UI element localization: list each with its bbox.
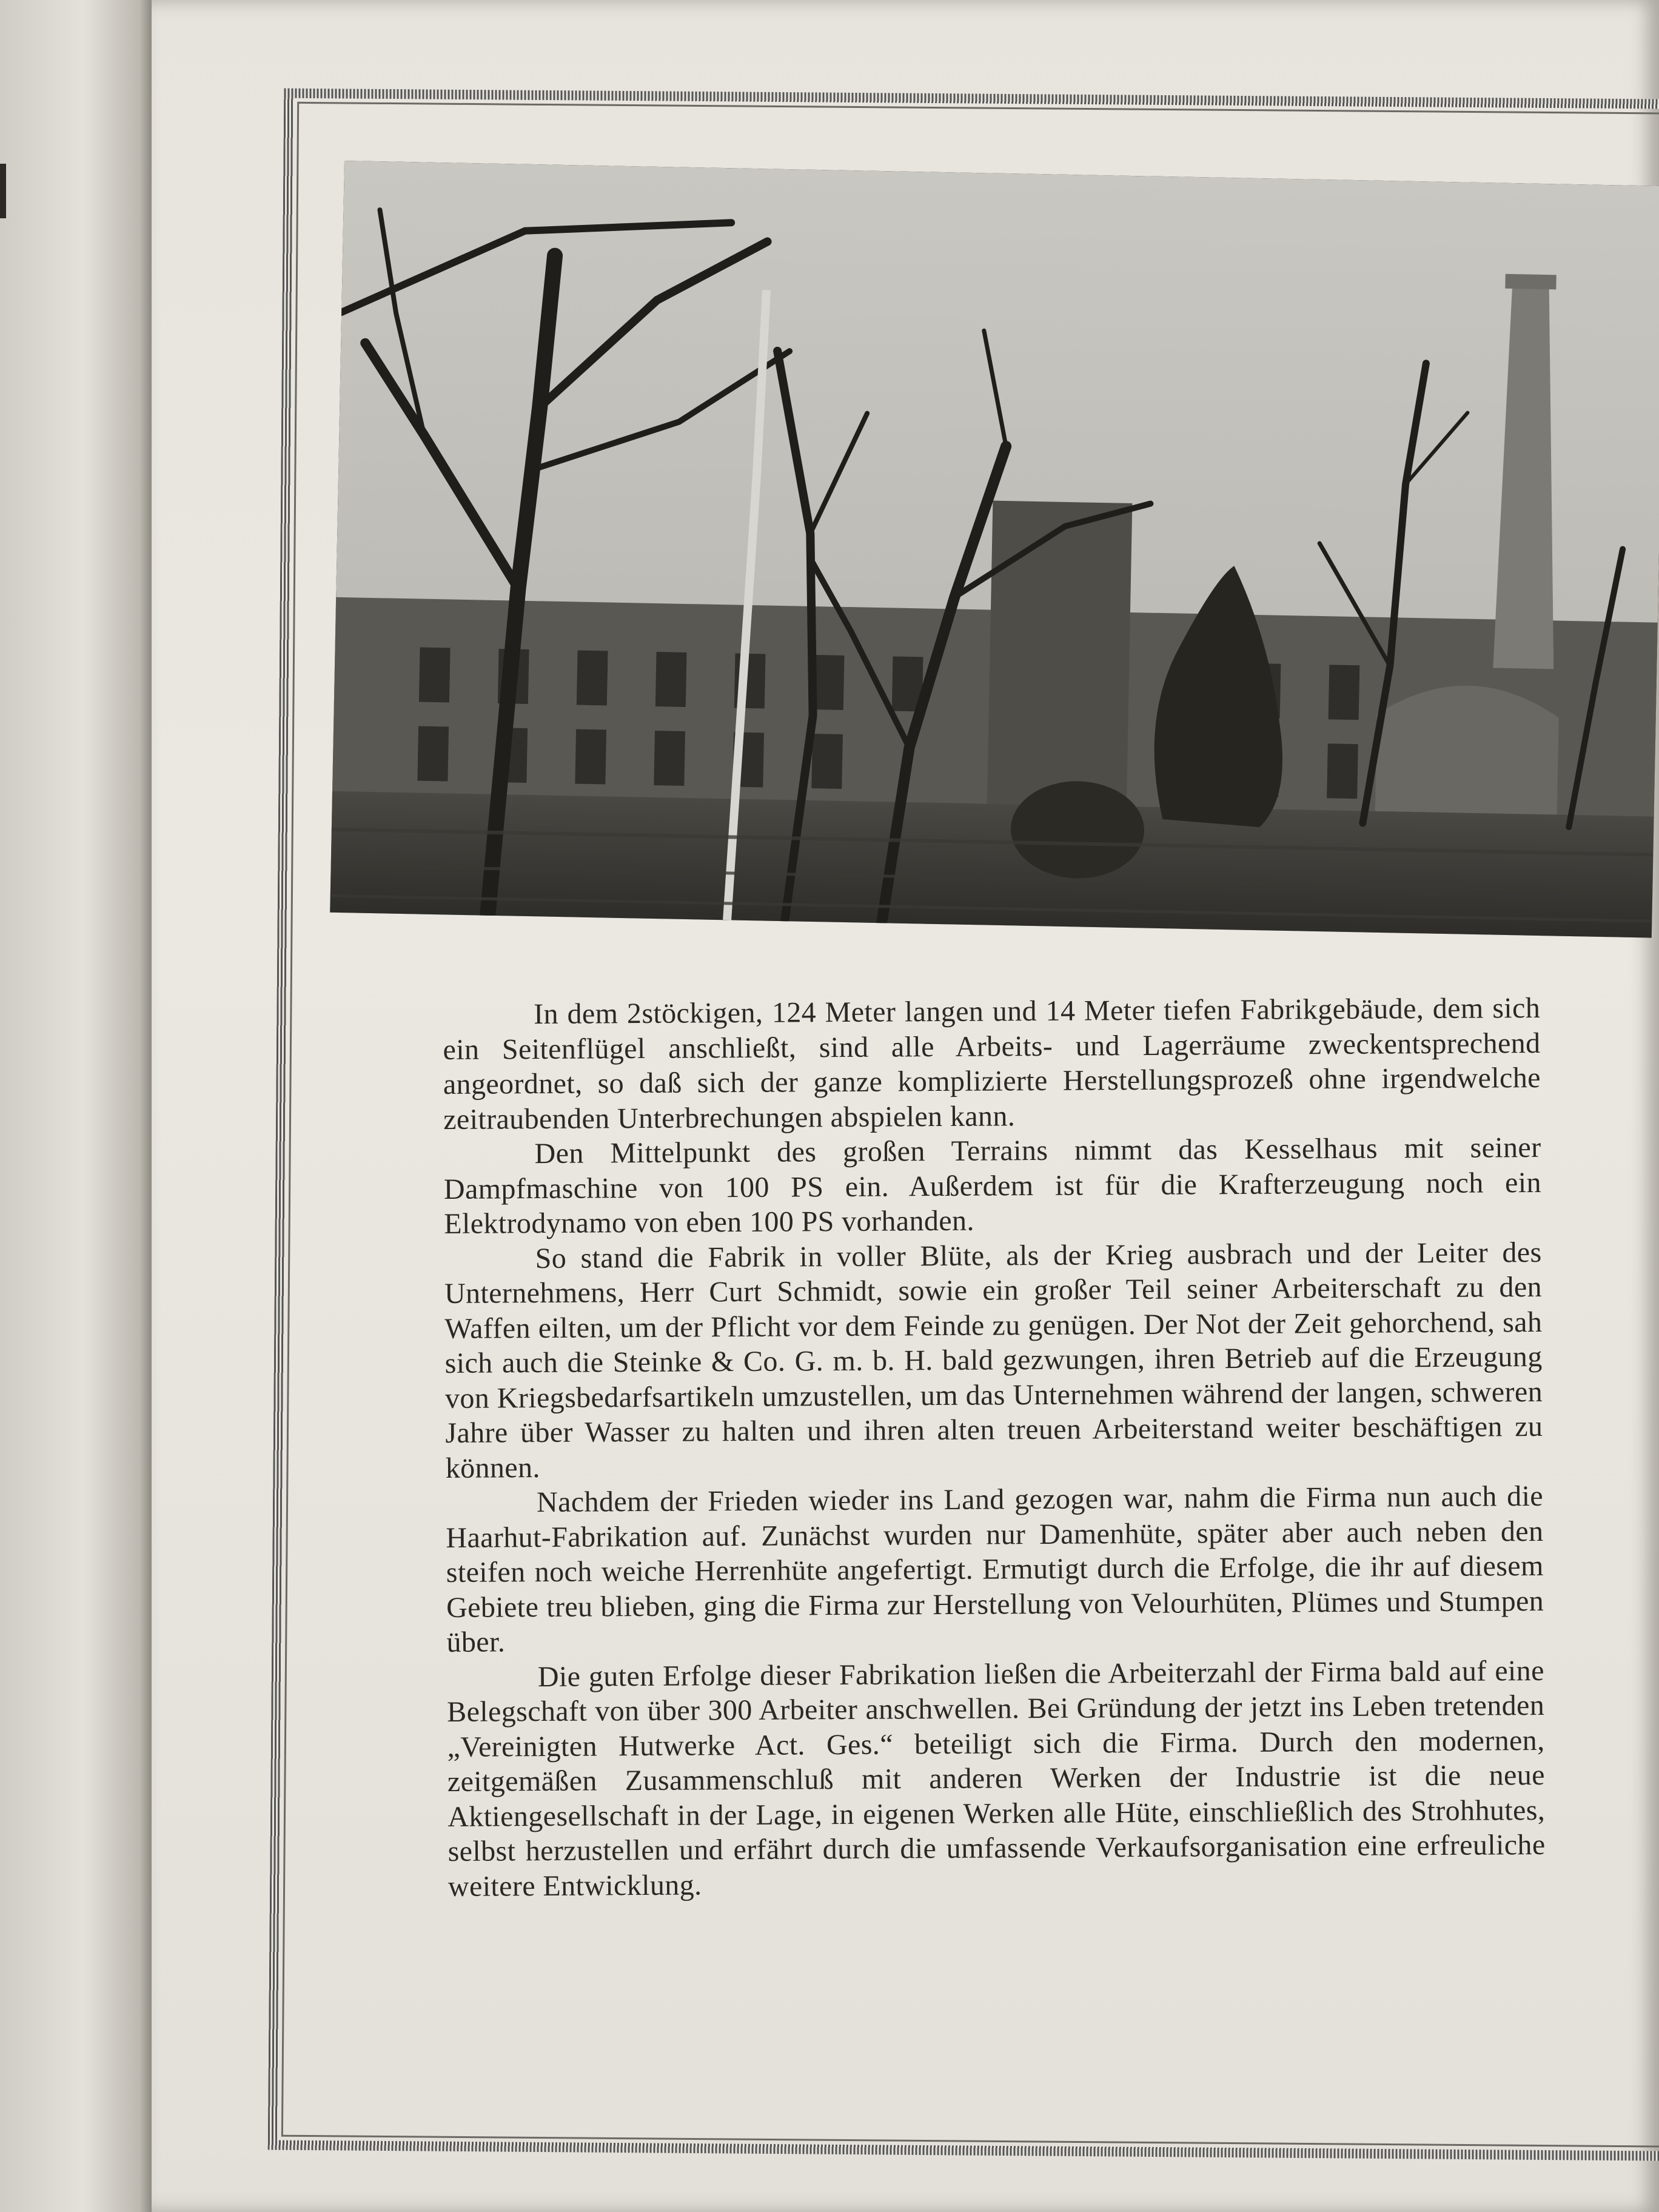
paragraph-5: Die guten Erfolge dieser Fabrikation ließen die Arbeiterzahl der Firma bald auf eine Belegschaft von über 300 Arbeiter anschwellen. Bei Gründung der jetzt ins Leben tretenden „Vereinigten Hutwerke Act. Ges.“ beteiligt sich die Firma. Durch den modernen, zeitgemäßen Zusammenschluß mit anderen Werken der Industrie ist die neue Aktiengesellschaft in der Lage, in eigenen Werken alle Hüte, einschließlich des Strohhutes, selbst herzustellen und erfährt durch die umfassende Verkaufsorganisation eine erfreuliche weitere Entwicklung. <box>447 1654 1546 1903</box>
paragraph-1: In dem 2stöckigen, 124 Meter langen und 14 Meter tiefen Fabrikgebäude, dem sich ein Seitenflügel anschließt, sind alle Arbeits- und Lagerräume zweckentsprechend angeordnet, so daß sich der ganze komplizierte Herstellungsprozeß ohne irgendwelche zeitraubenden Unterbrechungen abspielen kann. <box>443 991 1541 1136</box>
body-text <box>443 991 1546 1904</box>
paragraph-2: Den Mittelpunkt des großen Terrains nimmt das Kesselhaus mit seiner Dampfmaschine von 100 PS ein. Außerdem ist für die Krafterzeugung noch ein Elektrodynamo von eben 100 PS vorhanden. <box>443 1131 1542 1240</box>
paragraph-3: So stand die Fabrik in voller Blüte, als der Krieg ausbrach und der Leiter des Unternehmens, Herr Curt Schmidt, sowie ein großer Teil seiner Arbeiterschaft zu den Waffen eilten, um der Pflicht vor dem Feinde zu genügen. Der Not der Zeit gehorchend, sah sich auch die Steinke & Co. G. m. b. H. bald gezwungen, ihren Betrieb auf die Erzeugung von Kriegsbedarfsartikeln umzustellen, um das Unternehmen während der langen, schweren Jahre über Wasser zu halten und ihren alten treuen Arbeiterstand weiter beschäftigen zu können. <box>444 1236 1543 1484</box>
factory-photo-image <box>330 161 1659 938</box>
paragraph-4: Nachdem der Frieden wieder ins Land gezogen war, nahm die Firma nun auch die Haarhut-Fabrikation auf. Zunächst wurden nur Damenhüte, später aber auch neben den steifen noch weiche Herrenhüte angefertigt. Ermutigt durch die Erfolge, die ihr auf diesem Gebiete treu blieben, ging die Firma zur Herstellung von Velourhüten, Plümes und Stumpen über. <box>446 1480 1544 1658</box>
left-page-edge <box>0 164 6 218</box>
right-page <box>152 0 1659 2212</box>
left-page <box>0 0 152 2212</box>
factory-photo <box>330 161 1659 938</box>
